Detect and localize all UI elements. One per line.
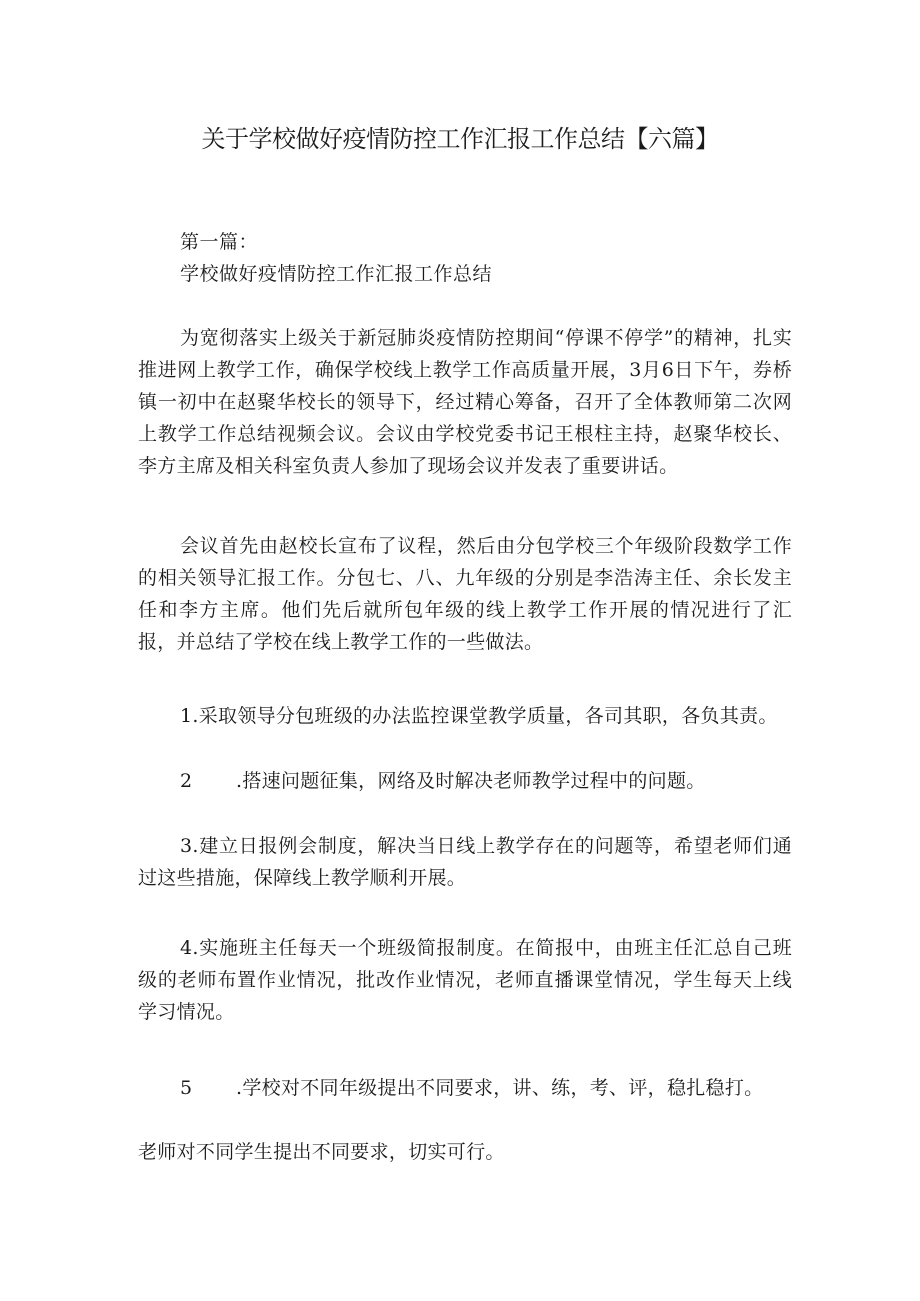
list-text: .实施班主任每天一个班级简报制度。在简报中，由班主任汇总自己班级的老师布置作业情况，批改作业情况，老师直播课堂情况，学生每天上线学习情况。	[138, 937, 792, 1023]
list-text: .建立日报例会制度，解决当日线上教学存在的问题等，希望老师们通过这些措施，保障线上教学顺利开展。	[138, 835, 792, 889]
list-item-5	[138, 1072, 792, 1104]
list-item-4	[138, 932, 792, 1028]
list-number: 4	[180, 937, 193, 959]
list-number: 5	[180, 1077, 193, 1099]
list-text: .搭速问题征集，网络及时解决老师教学过程中的问题。	[236, 770, 706, 792]
list-number: 3	[180, 835, 193, 857]
section-title: 学校做好疫情防控工作汇报工作总结	[180, 263, 493, 285]
list-text: .采取领导分包班级的办法监控课堂教学质量，各司其职，各负其责。	[192, 705, 778, 727]
body-paragraph-1: 为宽彻落实上级关于新冠肺炎疫情防控期间“停课不停学”的精神，扎实推进网上教学工作，确保学校线上教学工作高质量开展，3月6日下午，券桥镇一初中在赵聚华校长的领导下，经过精心筹备，召开了全体教师第二次网上教学工作总结视频会议。会议由学校党委书记王根柱主持，赵聚华校长、李方主席及相关科室负责人参加了现场会议并发表了重要讲话。	[138, 327, 792, 477]
list-text: .学校对不同年级提出不同要求，讲、练，考、评，稳扎稳打。	[236, 1077, 764, 1099]
document-title: 关于学校做好疫情防控工作汇报工作总结【六篇】	[201, 125, 719, 153]
body-paragraph-2: 会议首先由赵校长宣布了议程，然后由分包学校三个年级阶段数学工作的相关领导汇报工作。分包七、八、九年级的分别是李浩涛主任、余长发主任和李方主席。他们先后就所包年级的线上教学工作开展的情况进行了汇报，并总结了学校在线上教学工作的一些做法。	[138, 535, 792, 653]
continuation-line: 老师对不同学生提出不同要求，切实可行。	[138, 1141, 505, 1163]
list-item-1	[138, 700, 792, 732]
list-number: 2	[180, 770, 193, 792]
list-number: 1	[180, 705, 193, 727]
list-item-3	[138, 830, 792, 894]
list-item-2	[138, 765, 792, 797]
section-label: 第一篇：	[180, 231, 259, 253]
